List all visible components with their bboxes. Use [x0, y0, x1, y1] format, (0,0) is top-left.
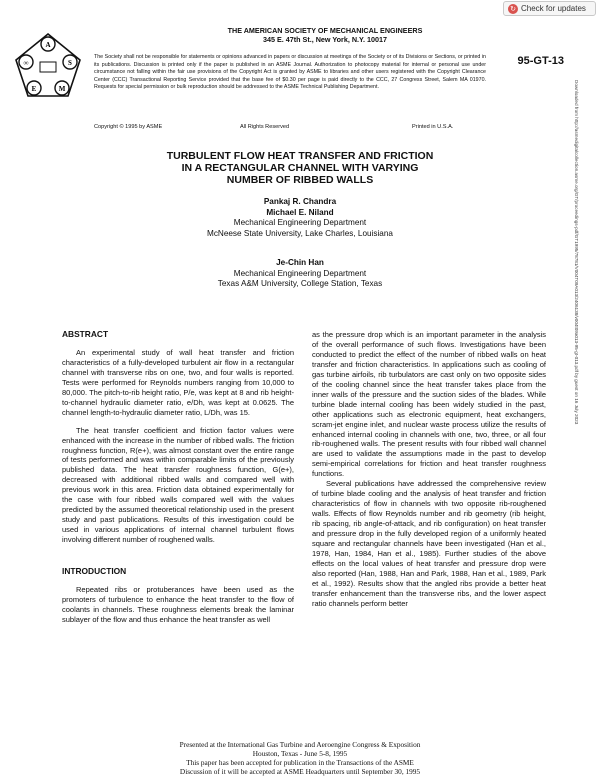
- copyright-line: Copyright © 1995 by ASME: [94, 124, 163, 130]
- title-line: NUMBER OF RIBBED WALLS: [226, 174, 374, 186]
- left-column: [62, 330, 294, 625]
- abstract-heading: ABSTRACT: [62, 329, 109, 339]
- introduction-heading: INTRODUCTION: [62, 566, 127, 577]
- body-paragraph: Several publications have addressed the comprehensive review of turbine blade cooling and the analysis of heat transfer and friction characteristics of flow in channels with two opposite rib-roughened walls. Effects of flow Reynolds number and rib geometry (rib height, rib spacing, rib angle-of-attack, and rib configuration) on heat transfer and pressure drop in the fully developed region of a uniformly heated square and rectangular channels have been investigated (Han et al., 1978, Han, 1984, Han et al., 1985). Further studies of the above effects on the local values of heat transfer and pressure drop were also reported (Han, 1988, Han and Park, 1988, Han et al., 1989, Park et al., 1992). Results show that the angled ribs provide a better heat transfer enhancement than the transverse ribs, and the lower aspect ratio channels perform better: [312, 479, 546, 608]
- footer-line: This paper has been accepted for publication in the Transactions of the ASME: [186, 758, 414, 767]
- check-for-updates-button[interactable]: [503, 1, 596, 16]
- right-column: [312, 330, 546, 609]
- author-department: Mechanical Engineering Department: [233, 218, 367, 227]
- download-notice: Downloaded from http://asmedigitalcollection.asme.org/GT/proceedings-pdf/GT1995/78781/V004T09A013/2406138/v004t09a013-95-gt-013.pdf by guest on 16 July 2023: [574, 80, 579, 425]
- svg-text:S: S: [68, 59, 72, 67]
- svg-text:M: M: [58, 85, 66, 93]
- title-line: IN A RECTANGULAR CHANNEL WITH VARYING: [181, 162, 419, 174]
- org-name: THE AMERICAN SOCIETY OF MECHANICAL ENGINEERS: [227, 26, 423, 35]
- footer-line: Houston, Texas - June 5-8, 1995: [252, 749, 348, 758]
- refresh-icon: ↻: [508, 4, 518, 14]
- introduction-paragraph: Repeated ribs or protuberances have been used as the promoters of turbulence to enhance the heat transfer to the flow of coolants in channels. These roughness elements break the laminar sublayer of the flow and thus enhance the heat transfer as well: [62, 585, 294, 624]
- abstract-paragraph: The heat transfer coefficient and friction factor values were enhanced with the increase in the number of ribbed walls. The friction roughness function, R(e+), was almost constant over the entire range of tests performed and was within comparable limits of the previously published data. The heat transfer roughness function, G(e+), decreased with additional ribbed walls and compared well with previous work in this area. Friction data obtained experimentally for the case with four ribbed walls compared well with the values predicted by the assumed theoretical relationship used in the present study and past publications. Results of this investigation could be used in various applications of internal channel turbulent flows involving different number of roughened walls.: [62, 425, 294, 545]
- paper-title: [90, 150, 510, 186]
- author-affiliation: McNeese State University, Lake Charles, Louisiana: [207, 228, 393, 238]
- author-block-2: [120, 258, 480, 290]
- author-affiliation: Texas A&M University, College Station, Texas: [217, 279, 383, 288]
- org-address: 345 E. 47th St., New York, N.Y. 10017: [263, 35, 387, 44]
- check-for-updates-label: Check for updates: [521, 4, 586, 13]
- copyright-notice: The Society shall not be responsible for statements or opinions advanced in papers or discussion at meetings of the Society or of its Divisions or Sections, or printed in its publications. Discussion is printed only if the paper is published in an ASME Journal. Authorization to photocopy material for internal or personal use under circumstance not falling within the fair use provisions of the Copyright Act is granted by ASME to libraries and other users registered with the Copyright Clearance Center (CCC) Transactional Reporting Service provided that the base fee of $0.30 per page is paid directly to the CCC, 27 Congress Street, Salem MA 01970. Requests for special permission or bulk reproduction should be addressed to the ASME Technical Publishing Department.: [94, 54, 486, 91]
- conference-footer: [120, 740, 480, 776]
- rights-line: All Rights Reserved: [240, 124, 290, 130]
- svg-text:∞: ∞: [23, 59, 29, 67]
- printed-line: Printed in U.S.A.: [412, 124, 454, 130]
- author-name: Je-Chin Han: [276, 258, 324, 267]
- title-line: TURBULENT FLOW HEAT TRANSFER AND FRICTION: [166, 150, 434, 162]
- download-sidebar: [574, 80, 586, 680]
- paper-number: 95-GT-13: [517, 55, 564, 67]
- abstract-paragraph: An experimental study of wall heat transfer and friction characteristics of a fully-developed turbulent air flow in a rectangular channel with transverse ribs on one, two, and four walls is reported. Tests were performed for Reynolds numbers ranging from 10,000 to 80,000. The pitch-to-rib height ratio, P/e, was kept at 8 and rib height-to-channel hydraulic diameter ratio, e/Dh, was kept at 0.0625. The channel length-to-hydraulic diameter ratio, L/Dh, was 15.: [62, 347, 294, 417]
- author-block-1: [120, 197, 480, 239]
- footer-line: Discussion of it will be accepted at ASME Headquarters until September 30, 1995: [179, 767, 421, 776]
- footer-line: Presented at the International Gas Turbine and Aeroengine Congress & Exposition: [179, 740, 421, 749]
- header-organization: [160, 26, 490, 44]
- author-name: Pankaj R. Chandra: [263, 197, 337, 206]
- asme-logo: [12, 30, 84, 100]
- body-paragraph: as the pressure drop which is an important parameter in the analysis of the overall performance of such flows. Investigations have been conducted to predict the effect of the number of ribbed walls on heat transfer and friction characteristics. In applications such as cooling of gas turbine airfoils, rib turbulators are cast only on two opposite sides of the cooling channel since the heat transfer takes place from the inner walls of the pressure and the suction sides of the blades. While turbine blade internal cooling has been widely studied in the past, other applications such as electronic equipment, heat exchangers, scram-jet engine inlet, and nuclear waste process utilize the results of enhanced internal cooling in channels with one, two, three, or all four rib-roughened walls. The present results with four ribbed wall channel are used to validate the assumptions made in the past to develop semi-empirical correlations for friction and heat transfer roughness functions.: [312, 330, 546, 479]
- svg-text:A: A: [45, 41, 51, 49]
- author-department: Mechanical Engineering Department: [233, 268, 367, 278]
- author-name: Michael E. Niland: [266, 207, 334, 217]
- svg-text:E: E: [31, 85, 37, 93]
